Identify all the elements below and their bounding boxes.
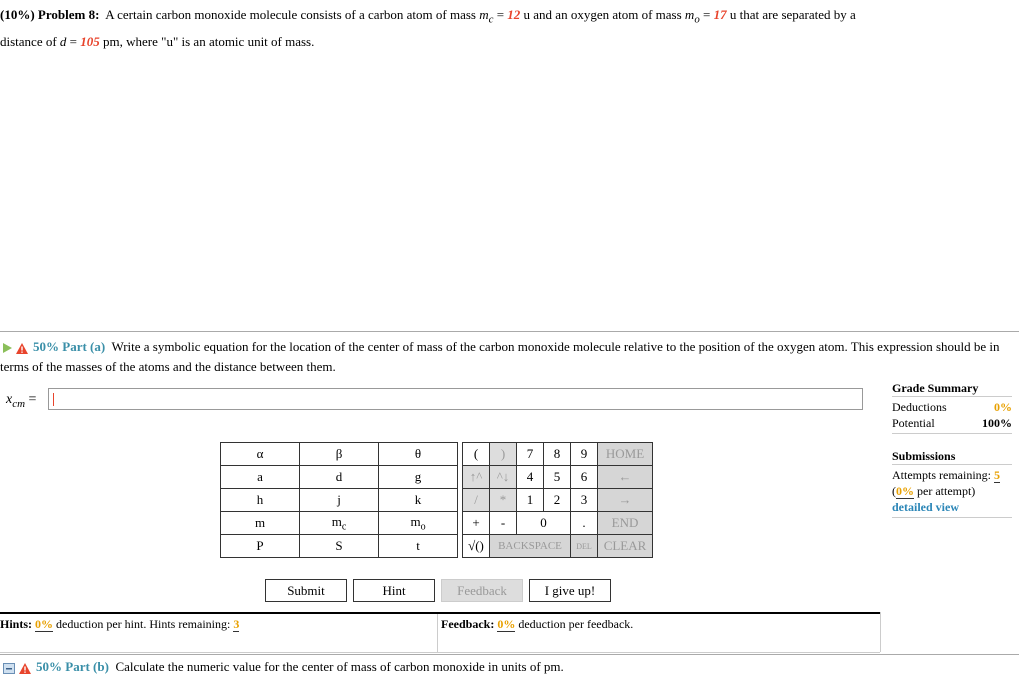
grade-summary xyxy=(892,380,1012,518)
key-5[interactable]: 5 xyxy=(544,466,571,489)
problem-text-1: A certain carbon monoxide molecule consists of a carbon atom of mass xyxy=(105,7,476,22)
key-home[interactable]: HOME xyxy=(598,443,653,466)
key-mc[interactable]: $m_c$ xyxy=(300,512,379,535)
give-up-button[interactable]: I give up! xyxy=(529,579,611,602)
key-a[interactable]: a xyxy=(221,466,300,489)
part-a-header xyxy=(0,337,1010,377)
key-sqrt[interactable]: √() xyxy=(463,535,490,558)
submit-button[interactable]: Submit xyxy=(265,579,347,602)
key-7[interactable]: 7 xyxy=(517,443,544,466)
key-backspace[interactable]: BACKSPACE xyxy=(490,535,571,558)
d-symbol: d xyxy=(59,33,67,49)
key-9[interactable]: 9 xyxy=(571,443,598,466)
deductions-row: Deductions 0% xyxy=(892,400,1012,414)
key-minus[interactable]: - xyxy=(490,512,517,535)
key-j[interactable]: j xyxy=(300,489,379,512)
play-icon[interactable] xyxy=(3,343,12,353)
key-right-arrow[interactable]: → xyxy=(598,489,653,512)
mc-symbol: $m_c$ xyxy=(479,7,494,26)
key-multiply[interactable]: * xyxy=(490,489,517,512)
key-up[interactable]: ↑^ xyxy=(463,466,490,489)
mo-value: 17 xyxy=(713,7,727,22)
problem-statement: (10%) Problem 8: A certain carbon monoxide molecule consists of a carbon atom of mass $m_c = 12$ u and an oxygen atom of mass $m_o = 17$ u that are separated by a distance of d = 105 pm, where "u" is an atomic unit of mass. xyxy=(0,7,856,49)
problem-text-2: u and an oxygen atom of mass xyxy=(523,7,682,22)
detailed-view-link[interactable]: detailed view xyxy=(892,500,959,514)
part-a-text: Write a symbolic equation for the location of the center of mass of the carbon monoxide molecule relative to the position of the oxygen atom. This expression should be in terms of the masses of the atoms and the distance between them. xyxy=(0,339,1000,374)
calculator-keypad xyxy=(462,442,653,558)
panel-middle-border xyxy=(437,614,438,652)
key-P[interactable]: P xyxy=(221,535,300,558)
key-lparen[interactable]: ( xyxy=(463,443,490,466)
warning-icon xyxy=(16,343,28,354)
key-t[interactable]: t xyxy=(379,535,458,558)
problem-text-3: u that are separated by a xyxy=(729,7,856,22)
part-a-weight: 50% Part (a) xyxy=(33,339,106,354)
key-down[interactable]: ^↓ xyxy=(490,466,517,489)
answer-input[interactable] xyxy=(48,388,863,410)
key-beta[interactable]: β xyxy=(300,443,379,466)
key-m[interactable]: m xyxy=(221,512,300,535)
key-decimal[interactable]: . xyxy=(571,512,598,535)
attempts-row: Attempts remaining: 5 xyxy=(892,468,1000,482)
key-rparen[interactable]: ) xyxy=(490,443,517,466)
xcm-label: $x_{cm}$ = xyxy=(6,392,37,410)
hints-remaining: 3 xyxy=(233,617,240,631)
potential-value: 100% xyxy=(982,416,1012,430)
key-3[interactable]: 3 xyxy=(571,489,598,512)
key-0[interactable]: 0 xyxy=(517,512,571,535)
key-k[interactable]: k xyxy=(379,489,458,512)
feedback-info: Feedback: 0% deduction per feedback. xyxy=(441,617,634,631)
divider-part-b xyxy=(0,654,1019,655)
hints-info: Hints: 0% deduction per hint. Hints remaining: 3 xyxy=(0,617,240,631)
hints-feedback-divider xyxy=(0,612,880,614)
key-mo[interactable]: $m_o$ xyxy=(379,512,458,535)
key-theta[interactable]: θ xyxy=(379,443,458,466)
deductions-value: 0% xyxy=(994,400,1012,414)
per-attempt-row: (0% per attempt) xyxy=(892,484,976,498)
problem-text-5: pm, where "u" is an atomic unit of mass. xyxy=(103,33,315,49)
key-alpha[interactable]: α xyxy=(221,443,300,466)
problem-weight: (10%) xyxy=(0,7,35,22)
potential-row: Potential 100% xyxy=(892,416,1012,430)
key-del[interactable]: DEL xyxy=(571,535,598,558)
divider xyxy=(0,331,1019,332)
part-b-text: Calculate the numeric value for the center of mass of carbon monoxide in units of pm. xyxy=(115,659,564,674)
variable-keypad xyxy=(220,442,458,558)
key-8[interactable]: 8 xyxy=(544,443,571,466)
mo-symbol: $m_o$ xyxy=(684,7,700,26)
mc-value: 12 xyxy=(507,7,521,22)
part-b-header xyxy=(0,657,564,677)
attempts-value: 5 xyxy=(993,468,1000,482)
key-2[interactable]: 2 xyxy=(544,489,571,512)
text-caret xyxy=(53,393,54,406)
panel-right-border xyxy=(880,612,881,652)
d-value: 105 xyxy=(80,33,100,49)
key-6[interactable]: 6 xyxy=(571,466,598,489)
panel-bottom-border xyxy=(0,652,880,653)
key-h[interactable]: h xyxy=(221,489,300,512)
key-divide[interactable]: / xyxy=(463,489,490,512)
problem-text-4: distance of xyxy=(0,33,57,49)
hints-pct: 0% xyxy=(35,617,54,631)
key-S[interactable]: S xyxy=(300,535,379,558)
key-clear[interactable]: CLEAR xyxy=(598,535,653,558)
collapse-icon[interactable] xyxy=(3,663,15,674)
key-1[interactable]: 1 xyxy=(517,489,544,512)
part-b-weight: 50% Part (b) xyxy=(36,659,109,674)
key-4[interactable]: 4 xyxy=(517,466,544,489)
key-left-arrow[interactable]: ← xyxy=(598,466,653,489)
key-end[interactable]: END xyxy=(598,512,653,535)
feedback-pct: 0% xyxy=(497,617,516,631)
grade-summary-title: Grade Summary xyxy=(892,381,979,395)
warning-icon xyxy=(19,663,31,674)
hint-button[interactable]: Hint xyxy=(353,579,435,602)
problem-title: Problem 8: xyxy=(37,7,100,22)
key-plus[interactable]: + xyxy=(463,512,490,535)
key-g[interactable]: g xyxy=(379,466,458,489)
key-d[interactable]: d xyxy=(300,466,379,489)
submissions-title: Submissions xyxy=(892,449,956,463)
feedback-button[interactable]: Feedback xyxy=(441,579,523,602)
